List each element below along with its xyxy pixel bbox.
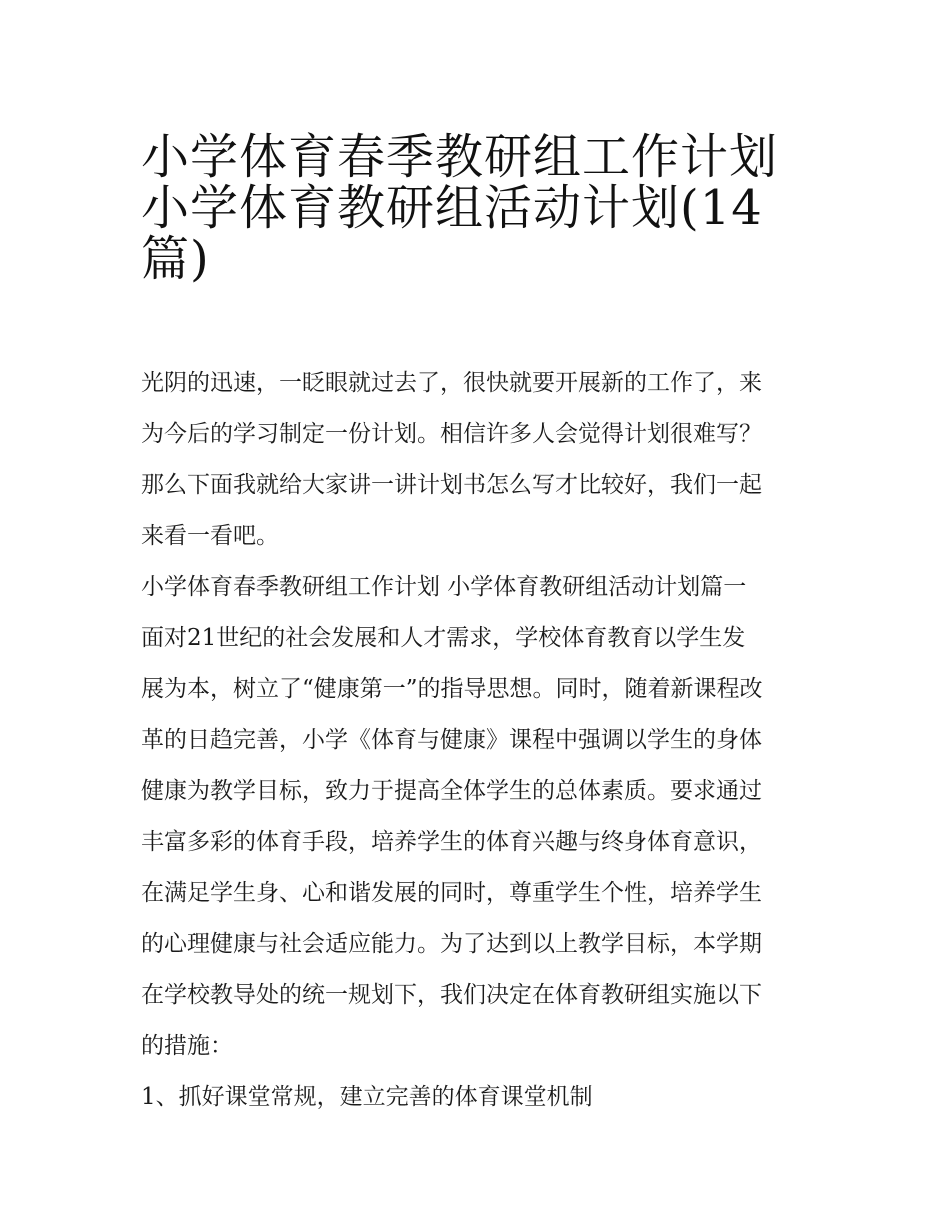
paragraph-line: 面对21世纪的社会发展和人才需求，学校体育教育以学生发 <box>141 625 746 651</box>
intro-paragraph <box>141 358 821 562</box>
list-item-1: 1、抓好课堂常规，建立完善的体育课堂机制 <box>141 1084 593 1110</box>
paragraph-line: 在满足学生身、心和谐发展的同时，尊重学生个性，培养学生 <box>141 880 762 906</box>
paragraph-line: 丰富多彩的体育手段，培养学生的体育兴趣与终身体育意识， <box>141 829 762 855</box>
paragraph-line: 展为本，树立了“健康第一”的指导思想。同时，随着新课程改 <box>141 676 763 702</box>
paragraph-line: 的心理健康与社会适应能力。为了达到以上教学目标，本学期 <box>141 931 762 957</box>
title-line: 小学体育教研组活动计划(14 <box>141 180 763 236</box>
title-line: 篇) <box>141 231 210 287</box>
intro-line: 为今后的学习制定一份计划。相信许多人会觉得计划很难写？ <box>141 421 762 447</box>
intro-line: 那么下面我就给大家讲一讲计划书怎么写才比较好，我们一起 <box>141 472 762 498</box>
document-body <box>141 358 821 1123</box>
document-title <box>141 116 821 287</box>
intro-line: 光阴的迅速，一眨眼就过去了，很快就要开展新的工作了，来 <box>141 370 762 396</box>
paragraph-line: 在学校教导处的统一规划下，我们决定在体育教研组实施以下 <box>141 982 762 1008</box>
main-paragraph <box>141 613 821 1072</box>
section-heading: 小学体育春季教研组工作计划 小学体育教研组活动计划篇一 <box>141 574 747 600</box>
intro-line: 来看一看吧。 <box>141 523 279 549</box>
paragraph-line: 革的日趋完善，小学《体育与健康》课程中强调以学生的身体 <box>141 727 762 753</box>
title-line: 小学体育春季教研组工作计划 <box>141 129 779 185</box>
paragraph-line: 健康为教学目标，致力于提高全体学生的总体素质。要求通过 <box>141 778 762 804</box>
paragraph-line: 的措施： <box>141 1033 233 1059</box>
